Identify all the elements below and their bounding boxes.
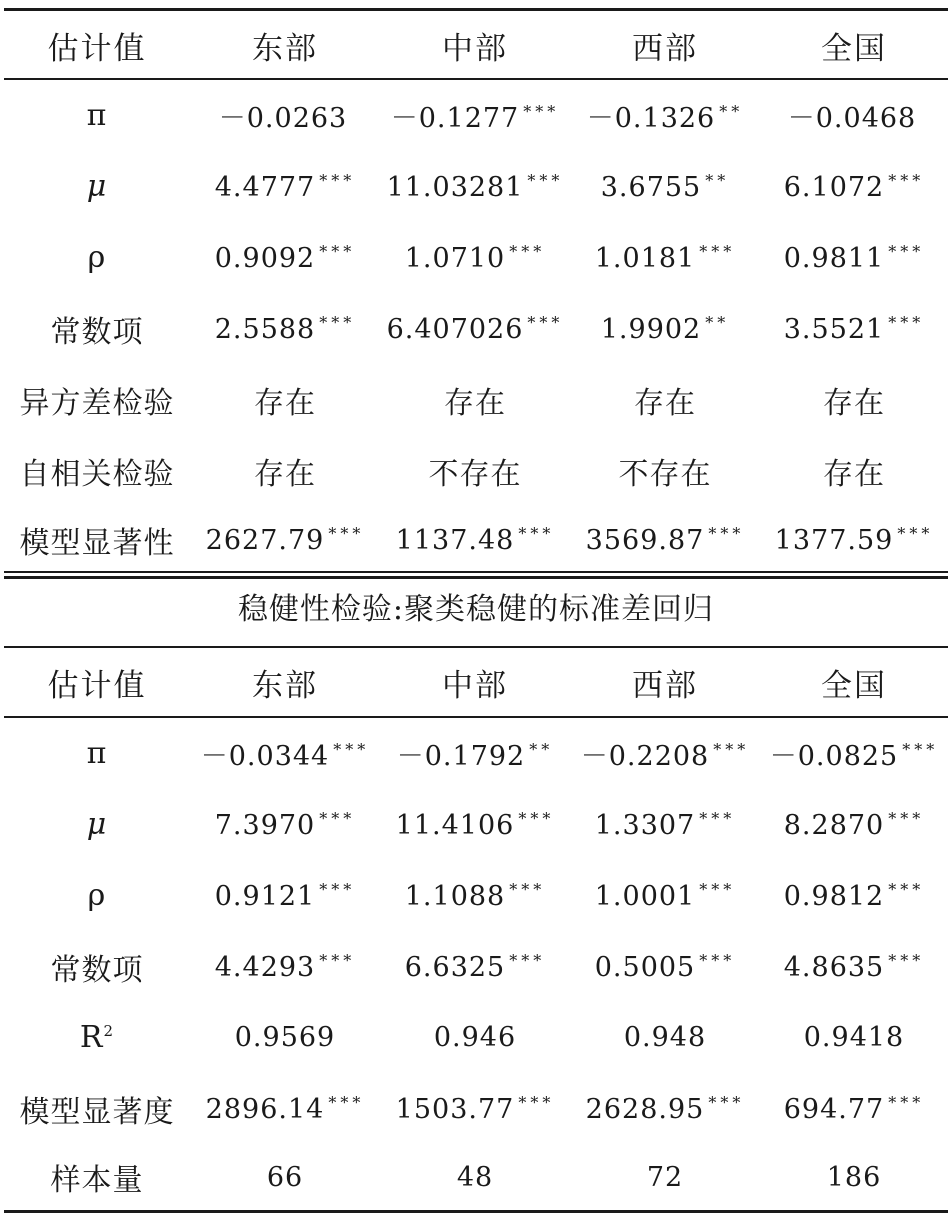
row-label: 模型显著度 [19,1094,175,1130]
significance-stars: *** [888,312,925,332]
r-squared-superscript: 2 [103,1022,115,1040]
table-cell [760,809,948,841]
row-label: 自相关检验 [19,456,175,492]
table-cell [380,171,570,203]
cell-value: －0.0825 [769,741,899,772]
panel-divider-rule [4,576,948,579]
table-cell [190,96,380,135]
significance-stars: *** [713,740,750,759]
panel2-row-model-significance [4,1073,948,1144]
cell-value: 7.3970 [214,809,316,841]
table-cell [190,378,380,422]
cell-value: 存在 [823,385,885,421]
row-label: 异方差检验 [19,385,175,421]
cell-value: 0.9092 [214,242,316,274]
cell-value: －0.1326 [586,103,716,134]
table-cell [570,378,760,422]
cell-value: 1.3307 [594,809,696,841]
panel2-row-r-squared [4,1002,948,1073]
cell-value: 4.4293 [214,951,316,983]
table-cell [380,242,570,274]
cell-value: 1.0001 [594,880,696,912]
significance-stars: *** [328,524,365,543]
panel1-row-constant [4,293,948,364]
cell-value: 1.0181 [594,242,696,274]
significance-stars: *** [509,950,546,970]
panel1-row-model-significance [4,506,948,574]
panel1-header-west: 西部 [632,30,698,67]
significance-stars: *** [888,879,925,899]
significance-stars: *** [699,879,736,899]
row-label: 常数项 [50,314,144,350]
panel1-row-autocorrelation [4,435,948,506]
cell-value: 1503.77 [395,1093,515,1125]
table-cell [190,524,380,556]
table-cell [190,171,380,203]
cell-value: 存在 [444,385,506,421]
significance-stars: *** [527,312,564,332]
panel1-row-pi [4,80,948,151]
significance-stars: *** [708,524,745,543]
table-cell [760,734,948,773]
table-cell [190,1093,380,1125]
panel-divider-rule [4,571,948,573]
cell-value: 2627.79 [205,525,325,556]
significance-stars: *** [333,740,370,759]
cell-value: 0.9569 [234,1022,336,1053]
table-cell [570,1022,760,1053]
significance-stars: *** [509,879,546,899]
cell-value: 0.9812 [783,880,885,912]
cell-value: 3569.87 [585,525,705,556]
cell-value: 1.1088 [404,880,506,912]
significance-stars: *** [888,241,925,261]
cell-value: －0.2208 [580,741,710,772]
cell-value: 1137.48 [395,525,515,556]
significance-stars: *** [518,1092,555,1112]
cell-value: 1.0710 [404,242,506,274]
significance-stars: ** [705,170,730,190]
cell-value: 2896.14 [205,1093,325,1125]
table-cell [190,951,380,983]
significance-stars: *** [509,241,546,261]
table-cell [760,951,948,983]
significance-stars: *** [902,740,939,759]
panel2-header-national: 全国 [821,667,887,704]
cell-value: 存在 [634,385,696,421]
table-cell [570,951,760,983]
table-cell [760,449,948,493]
cell-value: －0.1277 [390,103,520,134]
cell-value: 0.948 [623,1022,707,1053]
table-cell [380,313,570,345]
cell-value: 存在 [254,385,316,421]
cell-value: 0.9418 [803,1022,905,1053]
table-cell [380,734,570,773]
significance-stars: *** [319,312,356,332]
significance-stars: *** [888,170,925,190]
table-cell [760,1093,948,1125]
cell-value: 48 [456,1161,494,1193]
cell-value: 8.2870 [783,809,885,841]
significance-stars: *** [897,524,934,543]
significance-stars: *** [319,170,356,190]
table-cell [190,1162,380,1193]
row-label: μ [86,807,108,842]
top-rule [4,8,948,11]
table-cell [570,1093,760,1125]
cell-value: 1377.59 [774,525,894,556]
significance-stars: *** [699,808,736,828]
table-cell [570,1162,760,1193]
table-cell [760,96,948,135]
cell-value: 6.6325 [404,951,506,983]
panel2-header-west: 西部 [632,667,698,704]
table-cell [380,378,570,422]
table-cell [570,734,760,773]
robustness-subtitle: 稳健性检验:聚类稳健的标准差回归 [237,592,715,627]
cell-value: 不存在 [428,456,522,492]
panel2-header-east: 东部 [252,667,318,704]
table-cell [190,449,380,493]
panel1-header-central: 中部 [442,30,508,67]
cell-value: 1.9902 [600,313,702,345]
table-cell [760,242,948,274]
table-cell [380,524,570,556]
row-label: ρ [87,878,107,913]
row-label: μ [86,169,108,204]
table-cell [760,171,948,203]
panel2-row-rho [4,860,948,931]
cell-value: 0.946 [433,1022,517,1053]
panel2-row-sample-size [4,1144,948,1210]
cell-value: 4.8635 [783,951,885,983]
panel2-header-central: 中部 [442,667,508,704]
cell-value: 694.77 [783,1093,885,1125]
significance-stars: *** [319,950,356,970]
bottom-rule [4,1210,948,1213]
panel2-row-pi [4,718,948,789]
row-label: 常数项 [50,952,144,988]
table-cell [190,734,380,773]
significance-stars: ** [529,740,554,759]
cell-value: 11.03281 [386,171,524,203]
significance-stars: *** [319,808,356,828]
significance-stars: *** [527,170,564,190]
cell-value: 0.9121 [214,880,316,912]
r-squared-label: R [79,1020,104,1055]
table-cell [570,880,760,912]
table-cell [380,449,570,493]
panel1-header-national: 全国 [821,30,887,67]
row-label: 样本量 [50,1163,144,1198]
cell-value: 0.9811 [783,242,885,274]
panel1-header-row [4,12,948,78]
significance-stars: *** [319,241,356,261]
cell-value: 存在 [254,456,316,492]
cell-value: 6.1072 [783,171,885,203]
row-label [4,1020,190,1055]
cell-value: 2.5588 [214,313,316,345]
cell-value: 186 [826,1161,882,1193]
significance-stars: *** [888,950,925,970]
cell-value: －0.0263 [218,103,348,134]
cell-value: 4.4777 [214,171,316,203]
table-cell [570,313,760,345]
table-cell [380,96,570,135]
row-label: π [86,736,108,771]
table-cell [760,1162,948,1193]
panel2-header-estimate: 估计值 [47,667,147,704]
table-cell [760,880,948,912]
significance-stars: *** [518,524,555,543]
panel1-header-estimate: 估计值 [47,30,147,67]
table-cell [190,809,380,841]
cell-value: 3.5521 [783,313,885,345]
table-cell [570,524,760,556]
significance-stars: *** [699,950,736,970]
cell-value: 66 [266,1161,304,1193]
significance-stars: *** [319,879,356,899]
significance-stars: *** [888,808,925,828]
table-cell [570,96,760,135]
significance-stars: *** [328,1092,365,1112]
table-cell [380,1022,570,1053]
row-label: ρ [87,240,107,275]
cell-value: －0.0344 [200,741,330,772]
significance-stars: ** [705,312,730,332]
row-label: π [86,98,108,133]
cell-value: 3.6755 [600,171,702,203]
cell-value: 72 [646,1161,684,1193]
table-cell [190,242,380,274]
significance-stars: *** [518,808,555,828]
table-cell [570,809,760,841]
table-cell [190,313,380,345]
table-cell [760,378,948,422]
cell-value: 不存在 [618,456,712,492]
table-cell [570,449,760,493]
significance-stars: ** [719,102,744,121]
cell-value: －0.1792 [396,741,526,772]
cell-value: 11.4106 [395,809,515,841]
panel2-header-row [4,648,948,716]
table-cell [760,313,948,345]
panel2-row-mu [4,789,948,860]
cell-value: 0.5005 [594,951,696,983]
row-label: 模型显著性 [19,526,175,561]
table-cell [380,809,570,841]
significance-stars: *** [888,1092,925,1112]
table-cell [760,1022,948,1053]
table-cell [380,1162,570,1193]
cell-value: －0.0468 [787,103,917,134]
panel1-header-east: 东部 [252,30,318,67]
panel1-row-mu [4,151,948,222]
table-cell [760,524,948,556]
cell-value: 2628.95 [585,1093,705,1125]
significance-stars: *** [523,102,560,121]
significance-stars: *** [699,241,736,261]
significance-stars: *** [708,1092,745,1112]
table-cell [380,880,570,912]
table-cell [380,1093,570,1125]
table-cell [190,880,380,912]
cell-value: 存在 [823,456,885,492]
cell-value: 6.407026 [386,313,524,345]
panel2-row-constant [4,931,948,1002]
panel1-row-rho [4,222,948,293]
table-cell [570,171,760,203]
panel1-row-heteroskedasticity [4,364,948,435]
table-cell [570,242,760,274]
table-cell [380,951,570,983]
table-cell [190,1022,380,1053]
